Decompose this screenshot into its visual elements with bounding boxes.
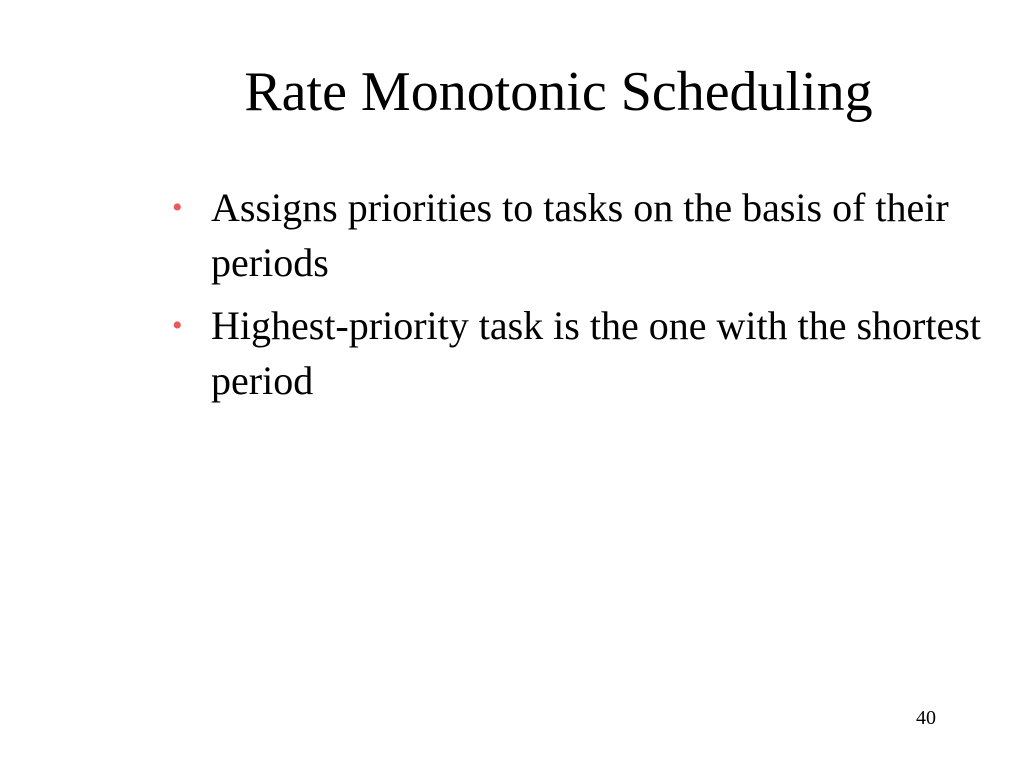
bullet-dot-icon: •	[172, 309, 183, 342]
bullet-dot-icon: •	[172, 191, 183, 224]
page-number: 40	[916, 707, 936, 729]
bullet-item	[170, 180, 990, 290]
bullet-item	[170, 298, 990, 408]
slide-title: Rate Monotonic Scheduling	[244, 61, 873, 123]
bullet-text: Assigns priorities to tasks on the basis of their periods	[211, 185, 949, 285]
bullet-text: Highest-priority task is the one with the shortest period	[211, 303, 981, 403]
bullet-list	[170, 180, 990, 416]
